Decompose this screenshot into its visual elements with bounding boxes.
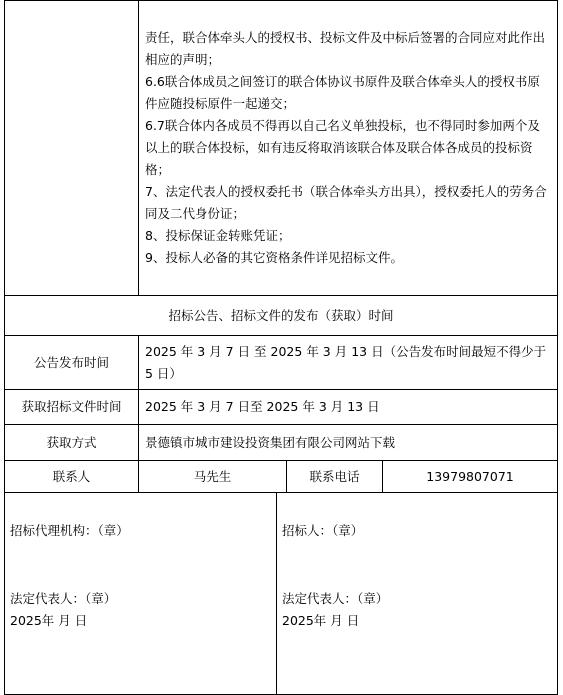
requirement-item: 7、法定代表人的授权委托书（联合体牵头方出具），授权委托人的劳务合同及二代身份证； (145, 184, 547, 221)
requirement-item: 9、投标人必备的其它资格条件详见招标文件。 (145, 250, 403, 265)
contact-phone-value: 13979807071 (383, 461, 558, 493)
agency-signature-cell (5, 493, 277, 695)
agency-seal-label: 招标代理机构：（章） (10, 523, 129, 538)
signature-row (5, 493, 558, 695)
agency-legal-rep-label: 法定代表人：（章） (10, 591, 117, 606)
contact-phone-label: 联系电话 (287, 461, 383, 493)
announcement-time-label: 公告发布时间 (5, 336, 139, 390)
tenderer-date-label: 2025年 月 日 (282, 613, 360, 628)
agency-date-label: 2025年 月 日 (10, 613, 88, 628)
contact-person-label: 联系人 (5, 461, 139, 493)
tenderer-legal-rep-label: 法定代表人：（章） (282, 591, 389, 606)
contact-person-value: 马先生 (139, 461, 287, 493)
publish-row (5, 425, 558, 461)
requirements-cell (139, 1, 558, 296)
requirements-row (5, 1, 558, 296)
tender-table (4, 0, 558, 695)
publish-heading-row (5, 296, 558, 336)
tender-document (4, 0, 557, 653)
document-time-value: 2025 年 3 月 7 日至 2025 年 3 月 13 日 (139, 390, 558, 425)
publish-section-heading: 招标公告、招标文件的发布（获取）时间 (5, 296, 558, 336)
access-method-value: 景德镇市城市建设投资集团有限公司网站下载 (139, 425, 558, 461)
access-method-label: 获取方式 (5, 425, 139, 461)
requirement-item: 8、投标保证金转账凭证； (145, 228, 291, 243)
announcement-time-value: 2025 年 3 月 7 日 至 2025 年 3 月 13 日（公告发布时间最短不得少于 5 日） (139, 336, 558, 390)
requirement-item: 6.6联合体成员之间签订的联合体协议书原件及联合体牵头人的授权书原件应随投标原件一起递交； (145, 74, 540, 111)
publish-row (5, 336, 558, 390)
requirement-item: 责任，联合体牵头人的授权书、投标文件及中标后签署的合同应对此作出相应的声明； (145, 30, 546, 67)
contact-row (5, 461, 558, 493)
tenderer-signature-cell (277, 493, 558, 695)
document-time-label: 获取招标文件时间 (5, 390, 139, 425)
publish-row (5, 390, 558, 425)
requirement-item: 6.7联合体内各成员不得再以自己名义单独投标，也不得同时参加两个及以上的联合体投标，如有违反将取消该联合体及联合体各成员的投标资格； (145, 118, 540, 177)
requirements-blank-cell (5, 1, 139, 296)
tenderer-seal-label: 招标人：（章） (282, 523, 364, 538)
